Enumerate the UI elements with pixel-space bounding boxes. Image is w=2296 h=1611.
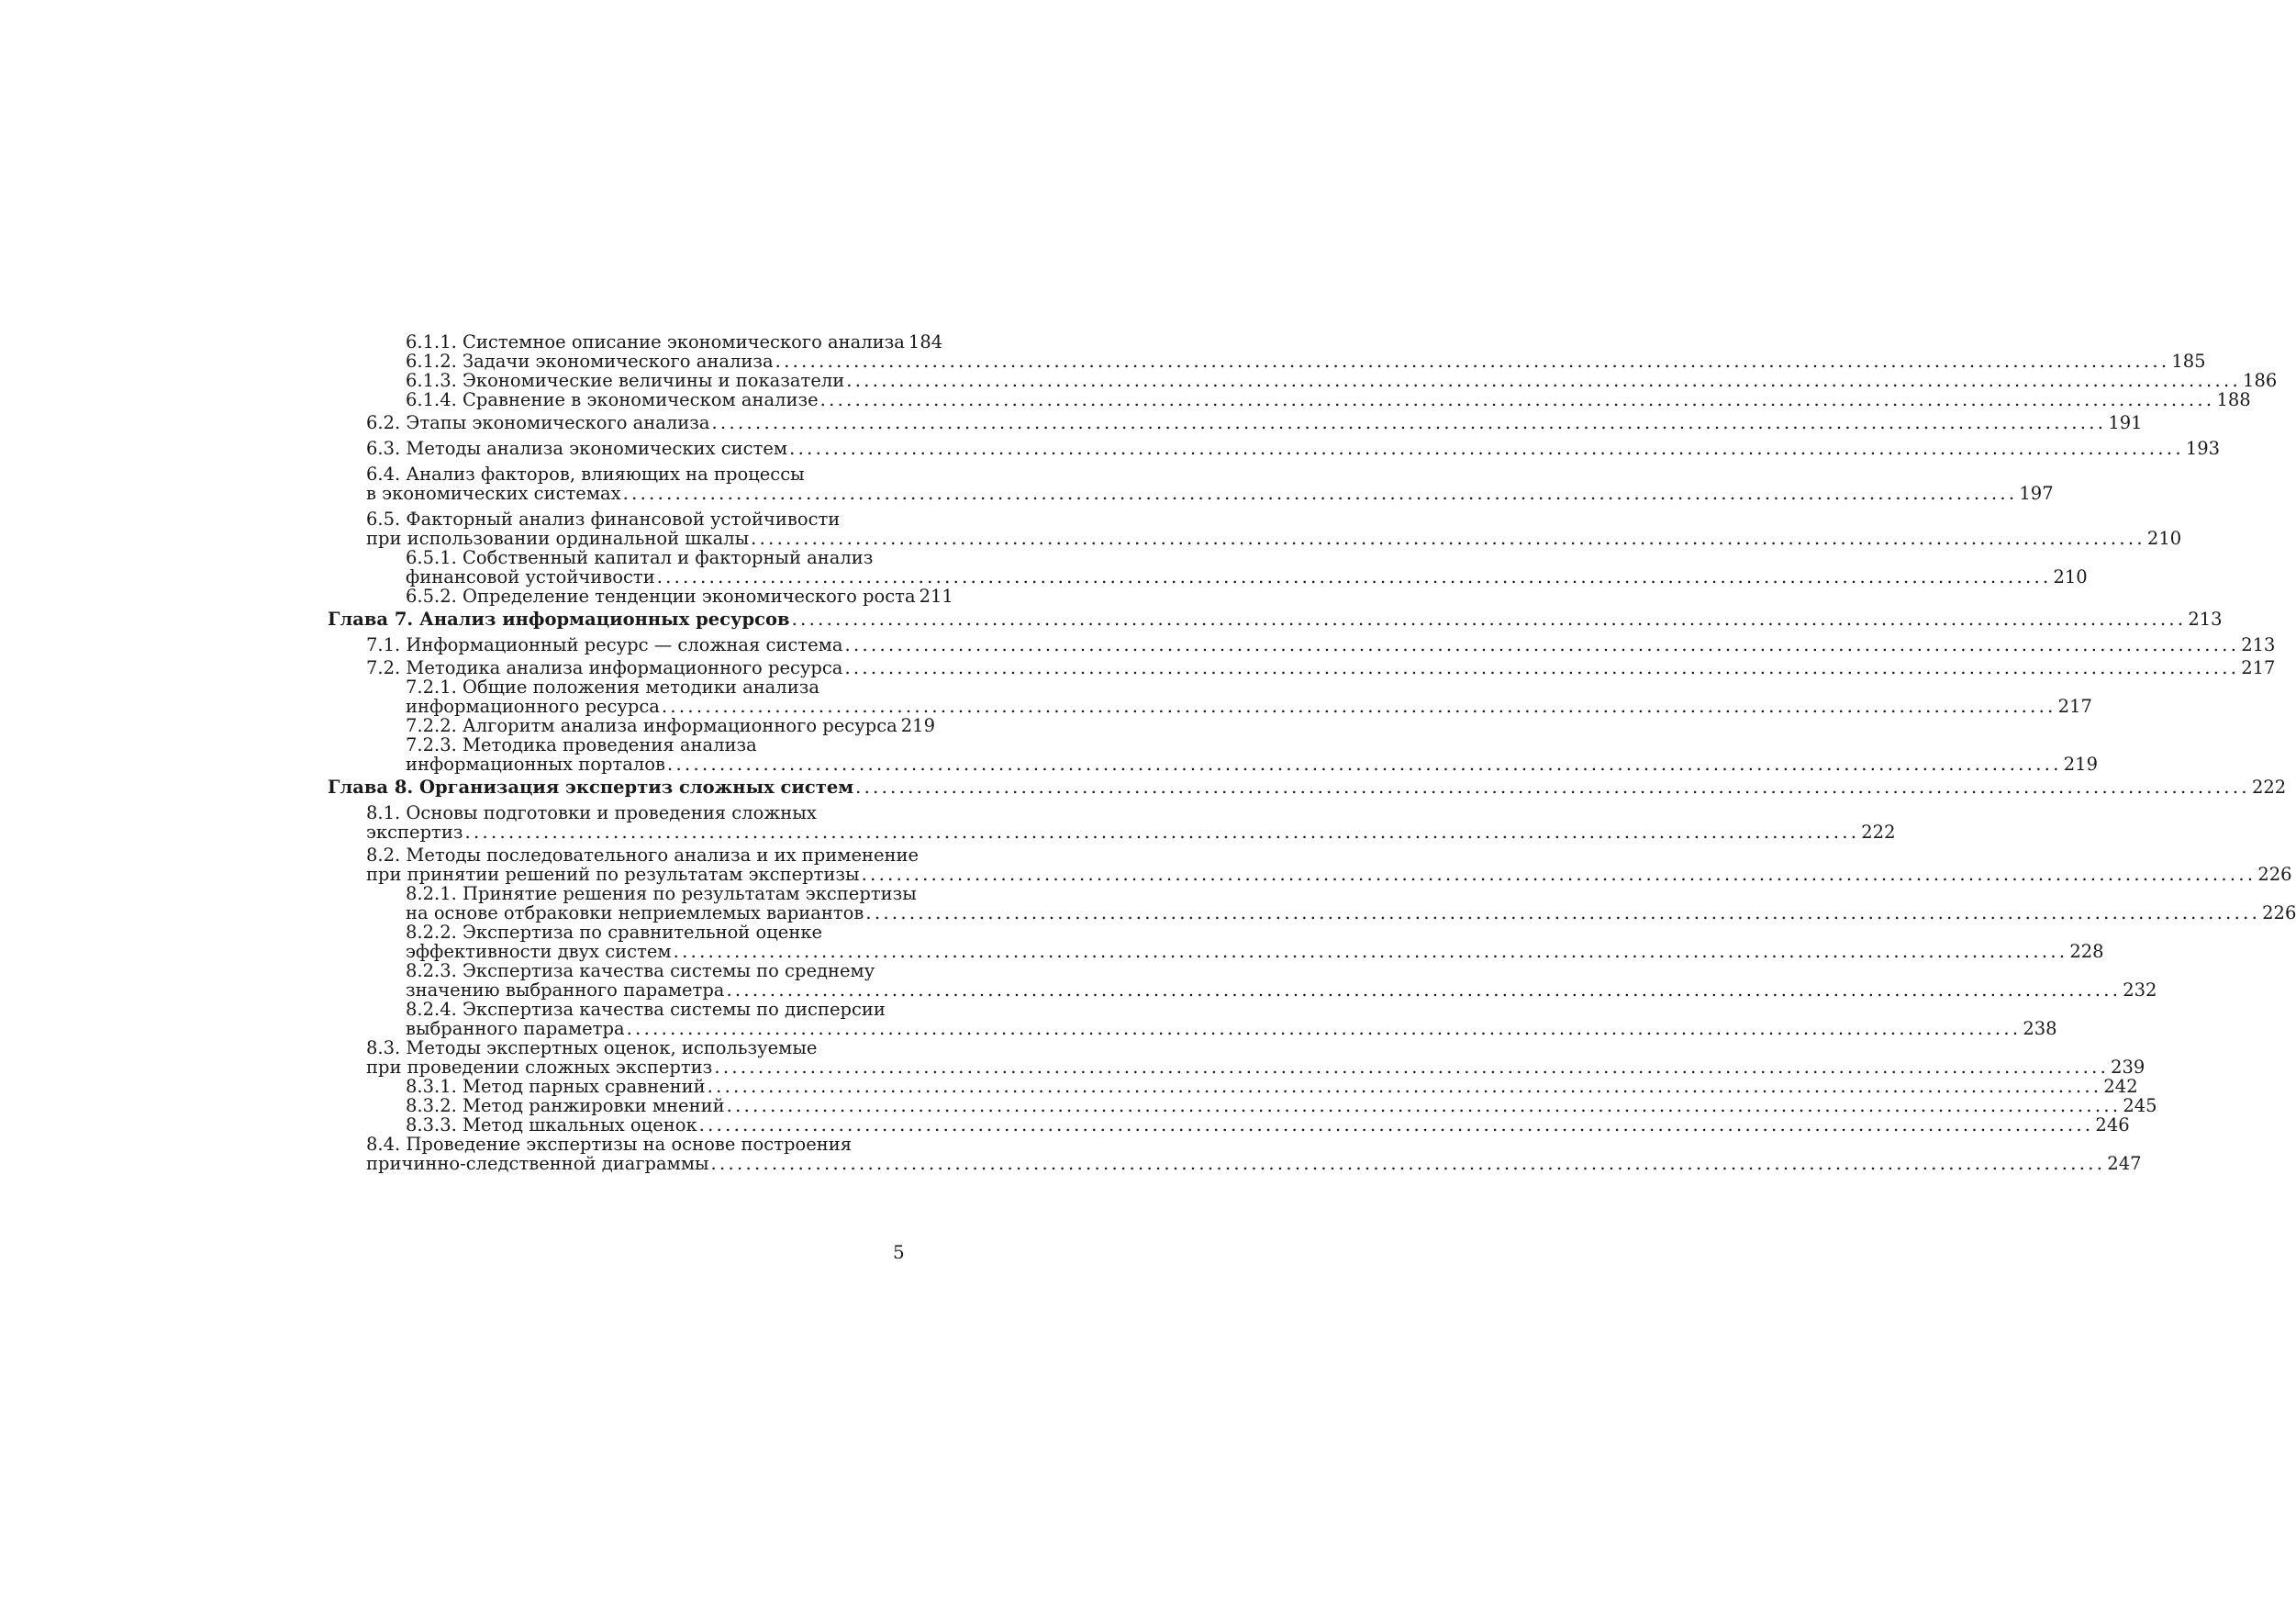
page-number: 5 xyxy=(893,1241,905,1263)
entry-title-line: 7.2.3. Методика проведения анализа xyxy=(406,734,757,755)
entry-leader-line xyxy=(366,822,1896,843)
entry-leader-line xyxy=(406,586,953,607)
entry-title: 6.1.4. Сравнение в экономическом анализе xyxy=(406,389,819,410)
dot-leader: ................................................................................................................................................................ xyxy=(707,1076,2102,1097)
entry-leader-line xyxy=(406,715,935,736)
entry-title: в экономических системах xyxy=(366,483,621,504)
entry-page: 219 xyxy=(900,715,935,736)
toc-entry xyxy=(406,999,2057,1039)
dot-leader: ................................................................................................................................................................ xyxy=(789,438,2184,459)
entry-leader-line xyxy=(366,528,2182,549)
entry-page: 188 xyxy=(2216,389,2251,410)
dot-leader: ................................................................................................................................................................ xyxy=(711,412,2107,433)
entry-leader-line xyxy=(406,389,2251,410)
entry-title: 6.5.2. Определение тенденции экономического роста xyxy=(406,586,916,607)
dot-leader: ................................................................................................................................................................ xyxy=(626,1018,2022,1039)
toc-entry xyxy=(406,883,2296,923)
entry-leader-line xyxy=(406,902,2296,923)
entry-page: 197 xyxy=(2019,483,2054,504)
entry-leader-line xyxy=(406,566,2088,587)
entry-page: 185 xyxy=(2171,351,2206,372)
entry-leader-line xyxy=(366,864,2292,885)
entry-leader-line xyxy=(406,370,2278,391)
dot-leader: ................................................................................................................................................................ xyxy=(791,609,2187,630)
dot-leader: ................................................................................................................................................................ xyxy=(819,389,2215,410)
toc-entry xyxy=(366,438,2221,459)
toc-entry xyxy=(366,1134,2142,1174)
entry-title: 8.3.3. Метод шкальных оценок xyxy=(406,1114,697,1136)
entry-title: 7.1. Информационный ресурс — сложная система xyxy=(366,634,843,655)
toc-entry xyxy=(406,715,935,736)
entry-leader-line xyxy=(406,754,2098,775)
dot-leader: ................................................................................................................................................................ xyxy=(844,634,2240,655)
entry-leader-line xyxy=(406,1076,2138,1097)
entry-title: информационного ресурса xyxy=(406,696,660,717)
toc-entry xyxy=(406,1095,2157,1116)
entry-page: 217 xyxy=(2057,696,2092,717)
entry-title: 8.3.2. Метод ранжировки мнений xyxy=(406,1095,725,1116)
entry-page: 228 xyxy=(2069,941,2104,962)
entry-leader-line xyxy=(366,657,2276,678)
chapter-entry xyxy=(328,609,2223,630)
entry-title-line: 6.4. Анализ факторов, влияющих на процессы xyxy=(366,464,805,485)
dot-leader: ................................................................................................................................................................ xyxy=(751,528,2146,549)
table-of-contents xyxy=(328,331,2296,1174)
entry-leader-line xyxy=(366,412,2143,433)
entry-page: 211 xyxy=(919,586,953,607)
entry-page: 210 xyxy=(2053,566,2088,587)
dot-leader: ................................................................................................................................................................ xyxy=(726,1095,2122,1116)
dot-leader: ................................................................................................................................................................ xyxy=(844,657,2240,678)
dot-leader: ................................................................................................................................................................ xyxy=(714,1057,2110,1078)
entry-leader-line xyxy=(366,438,2221,459)
entry-page: 184 xyxy=(908,331,943,352)
entry-title-line: 6.5.1. Собственный капитал и факторный анализ xyxy=(406,547,874,568)
dot-leader: ................................................................................................................................................................ xyxy=(656,566,2052,587)
dot-leader: ................................................................................................................................................................ xyxy=(710,1153,2106,1174)
entry-leader-line xyxy=(366,634,2276,655)
entry-title: 7.2. Методика анализа информационного ресурса xyxy=(366,657,843,678)
entry-page: 239 xyxy=(2111,1057,2146,1078)
toc-entry xyxy=(406,351,2206,372)
entry-title: значению выбранного параметра xyxy=(406,979,725,1001)
dot-leader: ................................................................................................................................................................ xyxy=(622,483,2018,504)
toc-entry xyxy=(366,845,2292,885)
toc-entry xyxy=(406,1114,2130,1136)
entry-title: на основе отбраковки неприемлемых вариантов xyxy=(406,902,864,923)
entry-title: экспертиз xyxy=(366,822,463,843)
entry-title-line: 8.1. Основы подготовки и проведения сложных xyxy=(366,802,817,823)
entry-title-line: 8.2.2. Экспертиза по сравнительной оценке xyxy=(406,922,823,943)
entry-page: 186 xyxy=(2243,370,2278,391)
toc-entry xyxy=(406,331,943,352)
dot-leader: ................................................................................................................................................................ xyxy=(775,351,2170,372)
entry-page: 222 xyxy=(1861,822,1896,843)
entry-title: 6.1.1. Системное описание экономического анализа xyxy=(406,331,905,352)
entry-leader-line xyxy=(406,979,2157,1001)
entry-title: 6.3. Методы анализа экономических систем xyxy=(366,438,788,459)
dot-leader: ................................................................................................................................................................ xyxy=(661,696,2056,717)
chapter-entry xyxy=(328,777,2287,798)
entry-title: эффективности двух систем xyxy=(406,941,672,962)
entry-page: 193 xyxy=(2185,438,2221,459)
entry-title: Глава 8. Организация экспертиз сложных систем xyxy=(328,777,854,798)
toc-entry xyxy=(406,389,2251,410)
toc-entry xyxy=(366,412,2143,433)
toc-entry xyxy=(406,370,2278,391)
entry-page: 210 xyxy=(2146,528,2182,549)
dot-leader: ................................................................................................................................................................ xyxy=(726,979,2122,1001)
entry-title-line: 7.2.1. Общие положения методики анализа xyxy=(406,677,819,698)
entry-title: при принятии решений по результатам экспертизы xyxy=(366,864,860,885)
entry-page: 217 xyxy=(2241,657,2276,678)
entry-leader-line xyxy=(328,777,2287,798)
entry-page: 213 xyxy=(2241,634,2276,655)
entry-title: информационных порталов xyxy=(406,754,665,775)
toc-entry xyxy=(366,464,2054,504)
entry-title: 8.3.1. Метод парных сравнений xyxy=(406,1076,706,1097)
entry-leader-line xyxy=(406,1018,2057,1039)
entry-title: 6.2. Этапы экономического анализа xyxy=(366,412,710,433)
toc-entry xyxy=(366,634,2276,655)
dot-leader: ................................................................................................................................................................ xyxy=(855,777,2250,798)
entry-leader-line xyxy=(406,941,2104,962)
entry-title: Глава 7. Анализ информационных ресурсов xyxy=(328,609,790,630)
entry-title: 7.2.2. Алгоритм анализа информационного ресурса xyxy=(406,715,897,736)
dot-leader: ................................................................................................................................................................ xyxy=(464,822,1860,843)
entry-page: 238 xyxy=(2023,1018,2057,1039)
toc-entry xyxy=(366,509,2182,549)
entry-title: при использовании ординальной шкалы xyxy=(366,528,750,549)
entry-title-line: 8.2. Методы последовательного анализа и их применение xyxy=(366,845,920,866)
toc-entry xyxy=(406,922,2104,962)
toc-entry xyxy=(366,802,1896,843)
dot-leader: ................................................................................................................................................................ xyxy=(698,1114,2094,1136)
entry-page: 222 xyxy=(2251,777,2287,798)
entry-leader-line xyxy=(366,1153,2142,1174)
entry-title: выбранного параметра xyxy=(406,1018,625,1039)
entry-page: 226 xyxy=(2257,864,2292,885)
toc-entry xyxy=(366,657,2276,678)
entry-leader-line xyxy=(406,351,2206,372)
toc-entry xyxy=(406,960,2157,1001)
entry-title: 6.1.2. Задачи экономического анализа xyxy=(406,351,774,372)
dot-leader: ................................................................................................................................................................ xyxy=(846,370,2242,391)
entry-title-line: 8.2.3. Экспертиза качества системы по среднему xyxy=(406,960,875,981)
entry-page: 232 xyxy=(2123,979,2157,1001)
entry-title-line: 8.2.4. Экспертиза качества системы по дисперсии xyxy=(406,999,886,1020)
dot-leader: ................................................................................................................................................................ xyxy=(861,864,2257,885)
entry-title: при проведении сложных экспертиз xyxy=(366,1057,713,1078)
entry-page: 213 xyxy=(2188,609,2223,630)
entry-title: финансовой устойчивости xyxy=(406,566,655,587)
entry-page: 242 xyxy=(2103,1076,2138,1097)
entry-leader-line xyxy=(406,696,2092,717)
toc-entry xyxy=(406,586,953,607)
toc-entry xyxy=(406,547,2088,587)
dot-leader: ................................................................................................................................................................ xyxy=(865,902,2261,923)
entry-page: 226 xyxy=(2262,902,2296,923)
entry-page: 191 xyxy=(2108,412,2143,433)
entry-page: 247 xyxy=(2107,1153,2142,1174)
entry-page: 246 xyxy=(2095,1114,2130,1136)
entry-title-line: 8.3. Методы экспертных оценок, используемые xyxy=(366,1037,818,1058)
dot-leader: ................................................................................................................................................................ xyxy=(667,754,2062,775)
entry-page: 219 xyxy=(2063,754,2098,775)
entry-leader-line xyxy=(406,1095,2157,1116)
toc-entry xyxy=(406,1076,2138,1097)
entry-title-line: 8.4. Проведение экспертизы на основе построения xyxy=(366,1134,853,1155)
entry-title: 6.1.3. Экономические величины и показатели xyxy=(406,370,845,391)
entry-title: причинно-следственной диаграммы xyxy=(366,1153,709,1174)
entry-leader-line xyxy=(366,1057,2146,1078)
entry-leader-line xyxy=(406,331,943,352)
dot-leader: ................................................................................................................................................................ xyxy=(673,941,2068,962)
toc-entry xyxy=(406,677,2092,717)
entry-page: 245 xyxy=(2123,1095,2157,1116)
entry-title-line: 8.2.1. Принятие решения по результатам экспертизы xyxy=(406,883,917,904)
entry-title-line: 6.5. Факторный анализ финансовой устойчивости xyxy=(366,509,841,530)
toc-entry xyxy=(406,734,2098,775)
entry-leader-line xyxy=(366,483,2054,504)
entry-leader-line xyxy=(328,609,2223,630)
toc-entry xyxy=(366,1037,2146,1078)
entry-leader-line xyxy=(406,1114,2130,1136)
